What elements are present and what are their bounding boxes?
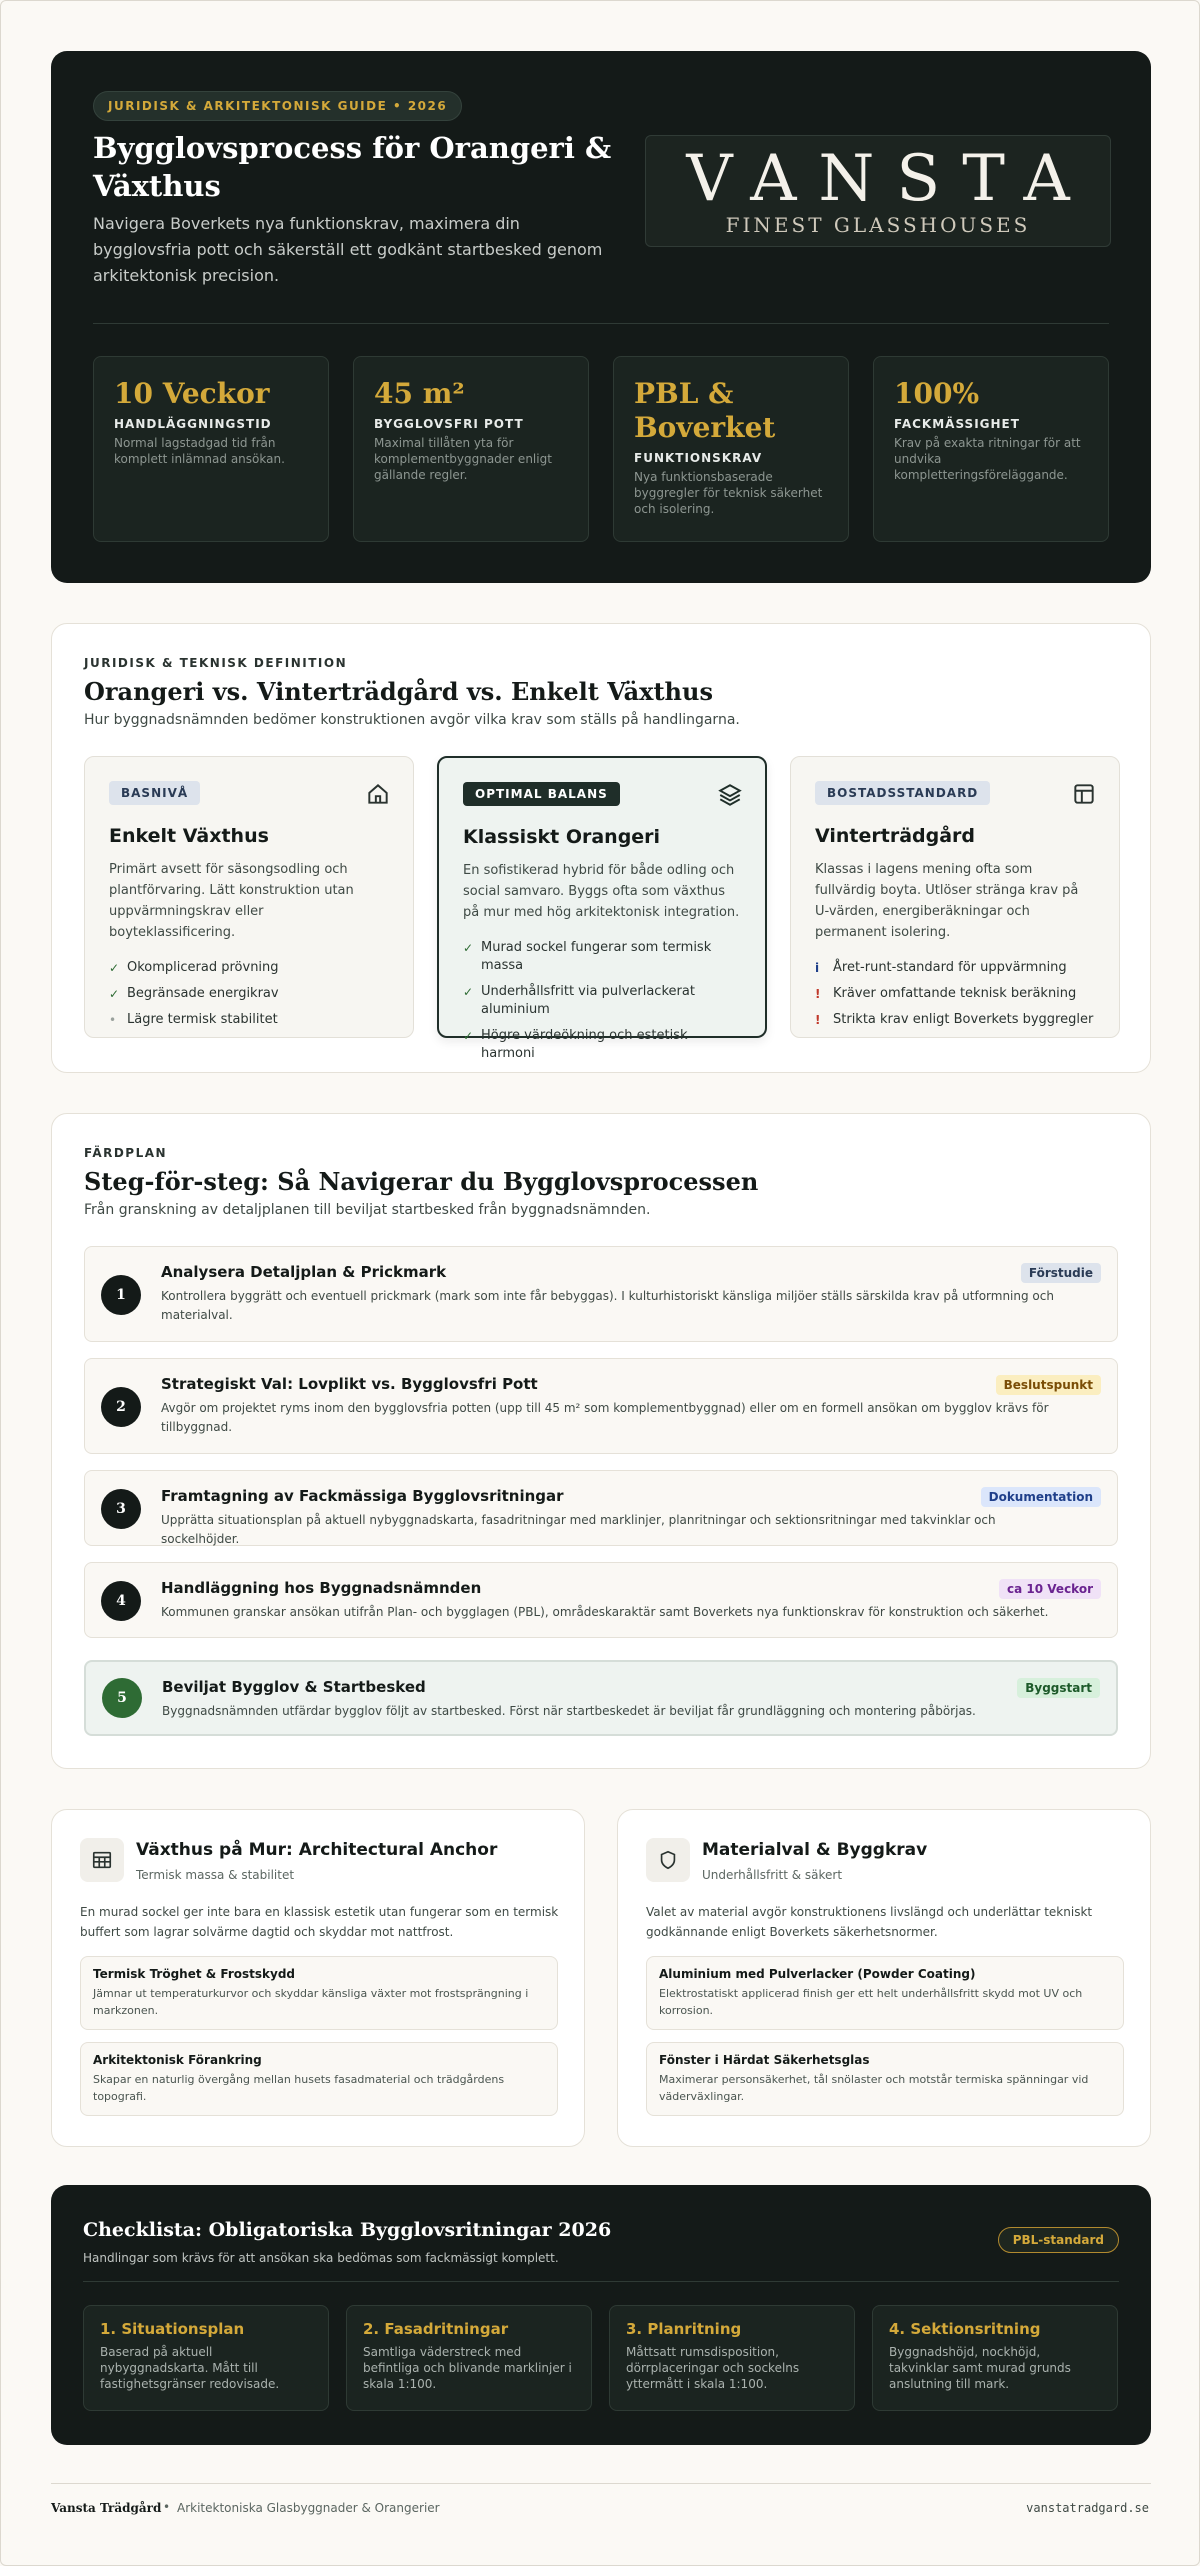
step-desc: Avgör om projektet ryms inom den bygglovsfria potten (upp till 45 m² som komplementbyggnad) eller om en formell ansökan om bygglov krävs för tillbyggnad.	[161, 1401, 1049, 1434]
logo-tagline: FINEST GLASSHOUSES	[725, 213, 1031, 237]
feature-title: Fönster i Härdat Säkerhetsglas	[659, 2053, 870, 2067]
bullet-icon: •	[109, 1013, 117, 1027]
check-icon: ✓	[463, 985, 474, 999]
brand-logo	[645, 135, 1111, 247]
step-title: Strategiskt Val: Lovplikt vs. Bygglovsfri Pott	[161, 1375, 538, 1393]
tier-features	[109, 959, 389, 1029]
feature-box	[80, 2042, 558, 2116]
tier-desc: Klassas i lagens mening ofta som fullvärdig boyta. Utlöser stränga krav på U-värden, energiberäkningar och permanent isolering.	[815, 862, 1079, 940]
tier-desc: Primärt avsett för säsongsodling och plantförvaring. Lätt konstruktion utan uppvärmningskrav eller boyteklassificering.	[109, 862, 354, 940]
section-subtitle: Från granskning av detaljplanen till beviljat startbesked från byggnadsnämnden.	[84, 1202, 651, 1218]
divider	[93, 323, 1109, 324]
feature-desc: Elektrostatiskt applicerad finish ger ett helt underhållsfritt skydd mot UV och korrosion.	[659, 1987, 1083, 2017]
checklist-item-title: 3. Planritning	[626, 2320, 742, 2338]
tier-name: Enkelt Växthus	[109, 825, 269, 847]
feature-title: Arkitektonisk Förankring	[93, 2053, 262, 2067]
step-tag: Förstudie	[1021, 1263, 1101, 1283]
card-title: Växthus på Mur: Architectural Anchor	[136, 1840, 498, 1860]
step-title: Analysera Detaljplan & Prickmark	[161, 1263, 447, 1281]
step-number: 1	[101, 1275, 141, 1315]
stat-value: 45 m²	[374, 377, 465, 410]
stat-desc: Normal lagstadgad tid från komplett inlämnad ansökan.	[114, 436, 285, 466]
stat-card	[93, 356, 329, 542]
warning-icon: !	[815, 1013, 821, 1027]
tier-card-featured	[437, 756, 767, 1061]
feature-title: Termisk Tröghet & Frostskydd	[93, 1967, 296, 1981]
shield-icon	[646, 1838, 690, 1882]
roadmap-step	[84, 1562, 1118, 1638]
tier-features	[463, 939, 741, 1063]
step-desc: Upprätta situationsplan på aktuell nybyggnadskarta, fasadritningar med marklinjer, planritningar och sektionsritningar med takvinklar och sockelhöjder.	[161, 1513, 996, 1546]
layout-icon	[1071, 781, 1097, 807]
card-title: Materialval & Byggkrav	[702, 1840, 928, 1860]
hero-subtitle: Navigera Boverkets nya funktionskrav, maximera din bygglovsfria pott och säkerställ ett godkänt startbesked genom arkitektonisk precision.	[93, 214, 603, 285]
card-subtitle: Termisk massa & stabilitet	[136, 1868, 295, 1882]
tier-name: Klassiskt Orangeri	[463, 826, 661, 848]
checklist-item-desc: Måttsatt rumsdisposition, dörrplaceringar och sockelns yttermått i skala 1:100.	[626, 2345, 800, 2391]
checklist-item-title: 1. Situationsplan	[100, 2320, 245, 2338]
feature-desc: Jämnar ut temperaturkurvor och skyddar känsliga växter mot frostsprängning i markzonen.	[93, 1987, 529, 2017]
stat-label: FUNKTIONSKRAV	[634, 451, 763, 465]
step-title: Beviljat Bygglov & Startbesked	[162, 1678, 426, 1696]
tier-card-residential	[790, 756, 1120, 1038]
feature-title: Aluminium med Pulverlacker (Powder Coating)	[659, 1967, 976, 1981]
checklist-item	[609, 2305, 855, 2411]
step-tag: ca 10 Veckor	[999, 1579, 1101, 1599]
roadmap-step	[84, 1358, 1118, 1454]
layers-icon	[717, 782, 743, 808]
feature-desc: Maximerar personsäkerhet, tål snölaster och motstår termiska spänningar vid väderväxlingar.	[659, 2073, 1089, 2103]
feature-text: Kräver omfattande teknisk beräkning	[833, 986, 1077, 1001]
section-eyebrow: JURIDISK & TEKNISK DEFINITION	[84, 656, 348, 670]
footer-brand: Vansta Trädgård	[51, 2501, 162, 2515]
section-subtitle: Hur byggnadsnämnden bedömer konstruktionen avgör vilka krav som ställs på handlingarna.	[84, 712, 740, 728]
roadmap-step	[84, 1246, 1118, 1342]
list-item	[463, 939, 741, 975]
checklist-section	[51, 2185, 1151, 2445]
footer-tagline: Arkitektoniska Glasbyggnader & Orangerier	[177, 2501, 440, 2515]
checklist-title: Checklista: Obligatoriska Bygglovsritningar 2026	[83, 2219, 612, 2241]
tier-card-basic	[84, 756, 414, 1038]
card-subtitle: Underhållsfritt & säkert	[702, 1868, 843, 1882]
feature-box	[80, 1956, 558, 2030]
checklist-item	[83, 2305, 329, 2411]
step-desc: Byggnadsnämnden utfärdar bygglov följt av startbesked. Först när startbeskedet är beviljat får grundläggning och montering påbörjas.	[162, 1704, 976, 1718]
card-desc: Valet av material avgör konstruktionens livslängd och underlättar tekniskt godkännande enligt Boverkets säkerhetsnormer.	[646, 1905, 1093, 1939]
checklist-item-desc: Byggnadshöjd, nockhöjd, takvinklar samt murad grunds anslutning till mark.	[889, 2345, 1071, 2391]
step-tag: Byggstart	[1017, 1678, 1100, 1698]
feature-text: Begränsade energikrav	[127, 986, 279, 1001]
tier-features	[815, 959, 1095, 1029]
stat-card	[353, 356, 589, 542]
tier-tag: OPTIMAL BALANS	[463, 782, 620, 806]
step-number: 3	[101, 1489, 141, 1529]
roadmap-step	[84, 1470, 1118, 1546]
tier-name: Vinterträdgård	[815, 825, 976, 847]
feature-text: Murad sockel fungerar som termisk massa	[481, 940, 712, 973]
stat-card	[873, 356, 1109, 542]
hero-badge: JURIDISK & ARKITEKTONISK GUIDE • 2026	[93, 91, 462, 121]
grid-icon	[80, 1838, 124, 1882]
house-icon	[365, 781, 391, 807]
checklist-item	[346, 2305, 592, 2411]
check-icon: ✓	[109, 987, 120, 1001]
feature-text: Lägre termisk stabilitet	[127, 1012, 278, 1027]
footer-divider	[51, 2483, 1151, 2484]
checklist-item	[872, 2305, 1118, 2411]
list-item	[815, 1011, 1095, 1029]
step-number: 2	[101, 1387, 141, 1427]
checklist-item-title: 4. Sektionsritning	[889, 2320, 1041, 2338]
stat-desc: Krav på exakta ritningar för att undvika kompletteringsföreläggande.	[894, 436, 1081, 482]
list-item	[815, 985, 1095, 1003]
section-title: Orangeri vs. Vinterträdgård vs. Enkelt Växthus	[84, 677, 713, 706]
anchor-card	[51, 1809, 585, 2147]
hero-section	[51, 51, 1151, 583]
stat-label: FACKMÄSSIGHET	[894, 417, 1020, 431]
section-title: Steg-för-steg: Så Navigerar du Bygglovsprocessen	[84, 1167, 759, 1196]
tier-desc: En sofistikerad hybrid för både odling och social samvaro. Byggs ofta som växthus på mur med hög arkitektonisk integration.	[463, 863, 740, 920]
step-tag: Dokumentation	[981, 1487, 1101, 1507]
roadmap-section	[51, 1113, 1151, 1769]
feature-text: Året-runt-standard för uppvärmning	[833, 960, 1067, 975]
section-eyebrow: FÄRDPLAN	[84, 1146, 168, 1160]
feature-text: Strikta krav enligt Boverkets byggregler	[833, 1012, 1094, 1027]
feature-text: Högre värdeökning och estetisk harmoni	[481, 1028, 688, 1061]
feature-box	[646, 2042, 1124, 2116]
feature-box	[646, 1956, 1124, 2030]
page-title: Bygglovsprocess för Orangeri & Växthus	[93, 131, 612, 203]
definition-section	[51, 623, 1151, 1073]
step-desc: Kommunen granskar ansökan utifrån Plan- och bygglagen (PBL), områdeskaraktär samt Boverkets nya funktionskrav för konstruktion och säkerhet.	[161, 1605, 1049, 1619]
step-title: Handläggning hos Byggnadsnämnden	[161, 1579, 482, 1597]
step-number: 4	[101, 1581, 141, 1621]
check-icon: ✓	[463, 941, 474, 955]
list-item	[109, 985, 389, 1003]
stat-card	[613, 356, 849, 542]
list-item	[463, 983, 741, 1019]
step-desc: Kontrollera byggrätt och eventuell prickmark (mark som inte får bebyggas). I kulturhistoriskt känsliga miljöer ställs särskilda krav på utformning och materialval.	[161, 1289, 1054, 1322]
tier-tag: BOSTADSSTANDARD	[815, 781, 990, 805]
stat-desc: Maximal tillåten yta för komplementbyggnader enligt gällande regler.	[374, 436, 552, 482]
warning-icon: !	[815, 987, 821, 1001]
step-number: 5	[102, 1678, 142, 1718]
check-icon: ✓	[463, 1029, 474, 1043]
feature-text: Underhållsfritt via pulverlackerat aluminium	[481, 984, 695, 1017]
stat-label: HANDLÄGGNINGSTID	[114, 417, 272, 431]
feature-text: Okomplicerad prövning	[127, 960, 279, 975]
checklist-item-title: 2. Fasadritningar	[363, 2320, 509, 2338]
checklist-item-desc: Baserad på aktuell nybyggnadskarta. Mått till fastighetsgränser redovisade.	[100, 2345, 280, 2391]
roadmap-step-final	[84, 1660, 1118, 1736]
checklist-subtitle: Handlingar som krävs för att ansökan ska bedömas som fackmässigt komplett.	[83, 2251, 559, 2265]
step-title: Framtagning av Fackmässiga Bygglovsritningar	[161, 1487, 564, 1505]
standard-badge: PBL-standard	[998, 2227, 1119, 2253]
list-item	[463, 1027, 741, 1063]
stat-value: 10 Veckor	[114, 377, 270, 410]
tier-tag: BASNIVÅ	[109, 781, 200, 805]
list-item	[109, 959, 389, 977]
card-desc: En murad sockel ger inte bara en klassisk estetik utan fungerar som en termisk buffert som lagrar solvärme dagtid och skyddar mot nattfrost.	[80, 1905, 559, 1939]
step-tag: Beslutspunkt	[996, 1375, 1101, 1395]
stat-value: PBL & Boverket	[634, 377, 776, 444]
stat-label: BYGGLOVSFRI POTT	[374, 417, 524, 431]
footer-separator: •	[163, 2500, 171, 2514]
materials-card	[617, 1809, 1151, 2147]
feature-desc: Skapar en naturlig övergång mellan husets fasadmaterial och trädgårdens topografi.	[93, 2073, 505, 2103]
list-item	[109, 1011, 389, 1029]
info-icon: i	[815, 961, 820, 975]
stat-desc: Nya funktionsbaserade byggregler för teknisk säkerhet och isolering.	[634, 470, 823, 516]
footer-url-link[interactable]: vanstatradgard.se	[1026, 2501, 1149, 2515]
logo-wordmark: VANSTA	[686, 142, 1092, 216]
divider	[83, 2281, 1119, 2282]
check-icon: ✓	[109, 961, 120, 975]
stat-value: 100%	[894, 377, 980, 410]
checklist-item-desc: Samtliga väderstreck med befintliga och blivande marklinjer i skala 1:100.	[363, 2345, 572, 2391]
list-item	[815, 959, 1095, 977]
